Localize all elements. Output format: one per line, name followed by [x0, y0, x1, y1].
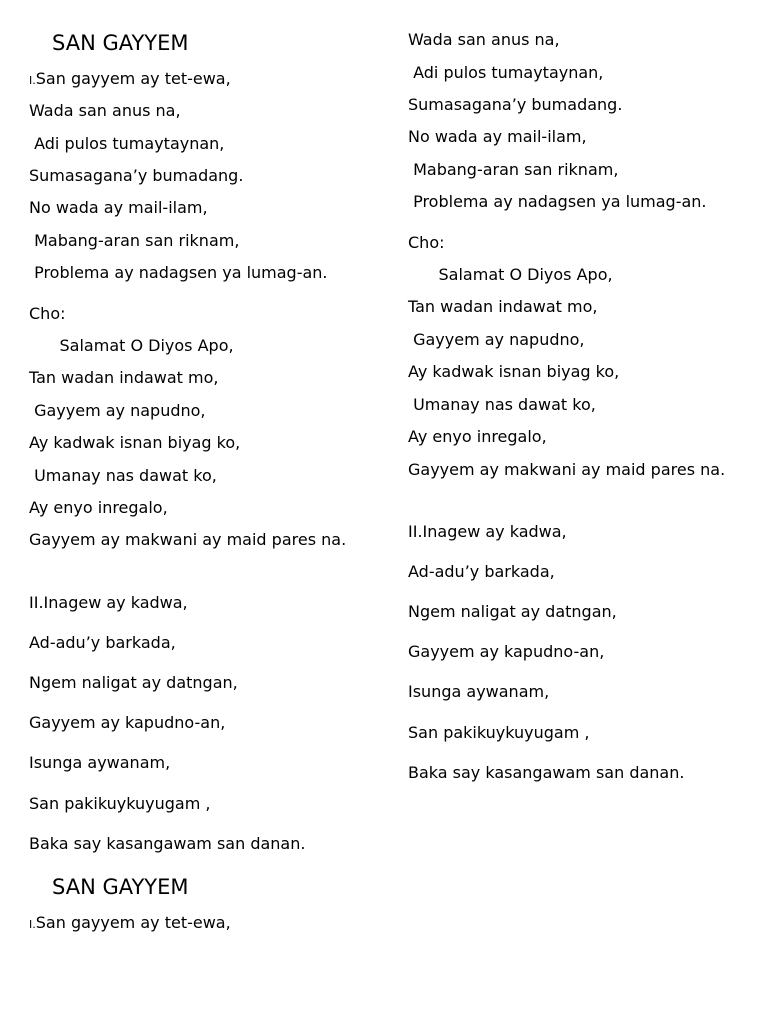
lyric-line: Gayyem ay makwani ay maid pares na. — [408, 460, 726, 479]
lyric-line: Mabang-aran san riknam, — [29, 231, 240, 250]
chorus-label: Cho: — [408, 233, 445, 252]
chorus-label: Cho: — [29, 304, 66, 323]
lyric-line: Adi pulos tumaytaynan, — [29, 134, 225, 153]
lyric-line: Gayyem ay napudno, — [29, 401, 206, 420]
lyric-line: Gayyem ay makwani ay maid pares na. — [29, 530, 347, 549]
lyric-line: Problema ay nadagsen ya lumag-an. — [29, 263, 328, 282]
lyric-line: Ay enyo inregalo, — [29, 498, 168, 517]
lyric-line: Ngem naligat ay datngan, — [408, 602, 617, 621]
lyric-line: Gayyem ay napudno, — [408, 330, 585, 349]
lyric-line: Sumasagana’y bumadang. — [408, 95, 623, 114]
lyric-line: Umanay nas dawat ko, — [408, 395, 596, 414]
lyric-line: Salamat O Diyos Apo, — [29, 336, 234, 355]
lyric-line: No wada ay mail-ilam, — [29, 198, 208, 217]
verse-marker: I. — [29, 918, 36, 931]
lyric-line: Ngem naligat ay datngan, — [29, 673, 238, 692]
lyric-line: Salamat O Diyos Apo, — [408, 265, 613, 284]
lyric-line: II.Inagew ay kadwa, — [408, 522, 567, 541]
lyric-line: Gayyem ay kapudno-an, — [408, 642, 605, 661]
song-title-repeat: SAN GAYYEM — [52, 875, 189, 899]
lyric-line: Isunga aywanam, — [29, 753, 171, 772]
lyric-line: Ay enyo inregalo, — [408, 427, 547, 446]
lyric-line: San pakikuykuyugam , — [29, 794, 211, 813]
lyric-line: Ad-adu’y barkada, — [29, 633, 176, 652]
lyric-line: I.San gayyem ay tet-ewa, — [29, 69, 231, 88]
lyric-line: Wada san anus na, — [29, 101, 181, 120]
lyric-line: Baka say kasangawam san danan. — [29, 834, 306, 853]
lyric-line: Sumasagana’y bumadang. — [29, 166, 244, 185]
lyric-line: I.San gayyem ay tet-ewa, — [29, 913, 231, 932]
lyric-line: San pakikuykuyugam , — [408, 723, 590, 742]
lyric-line: Ay kadwak isnan biyag ko, — [408, 362, 620, 381]
lyric-line: Wada san anus na, — [408, 30, 560, 49]
lyric-line: Ay kadwak isnan biyag ko, — [29, 433, 241, 452]
lyric-line: No wada ay mail-ilam, — [408, 127, 587, 146]
lyric-line: Umanay nas dawat ko, — [29, 466, 217, 485]
lyric-line: Baka say kasangawam san danan. — [408, 763, 685, 782]
lyric-line: Tan wadan indawat mo, — [29, 368, 219, 387]
lyric-line: Problema ay nadagsen ya lumag-an. — [408, 192, 707, 211]
lyric-line: Adi pulos tumaytaynan, — [408, 63, 604, 82]
lyric-line: Tan wadan indawat mo, — [408, 297, 598, 316]
lyric-line: II.Inagew ay kadwa, — [29, 593, 188, 612]
verse-marker: I. — [29, 74, 36, 87]
lyric-line: Isunga aywanam, — [408, 682, 550, 701]
song-title: SAN GAYYEM — [52, 31, 189, 55]
lyric-line: Gayyem ay kapudno-an, — [29, 713, 226, 732]
lyric-line: Mabang-aran san riknam, — [408, 160, 619, 179]
lyric-line: Ad-adu’y barkada, — [408, 562, 555, 581]
